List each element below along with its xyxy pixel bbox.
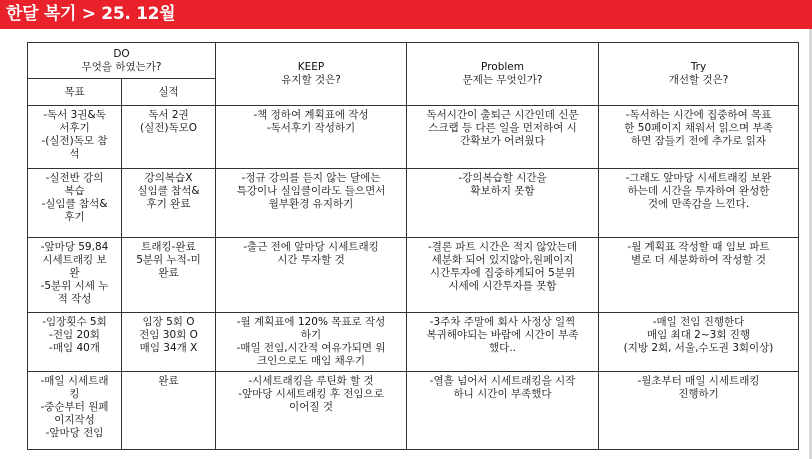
cell-text-line: -출근 전에 앞마당 시세트래킹 (243, 241, 379, 253)
cell-text-line: 하면 잠들기 전에 추가로 읽자 (630, 135, 767, 147)
cell-text-line: 복습 (64, 185, 85, 197)
subheader-goal: 목표 (28, 79, 122, 106)
cell-text-line: 실임클 참석& (137, 185, 200, 197)
column-subtitle: 무엇을 하였는가? (81, 60, 162, 73)
cell-text-line: 매임 34개 X (139, 342, 198, 354)
cell-text-line: -월 계획표에 120% 목표로 작성 (236, 316, 386, 328)
cell-text-line: -매일 전임,시간적 여유가되면 워 (236, 342, 386, 354)
cell-text-line: -강의복습할 시간을 (458, 172, 547, 184)
keep-cell (216, 238, 407, 313)
keep-cell (216, 169, 407, 238)
cell-text-line: 강의복습X (144, 172, 193, 184)
header-row (28, 43, 799, 79)
column-subtitle: 문제는 무엇인가? (462, 74, 543, 86)
cell-text-line: 했다.. (489, 342, 516, 354)
problem-cell (407, 313, 599, 372)
try-cell (599, 313, 799, 372)
cell-text-line: 전임 30회 O (139, 329, 198, 341)
problem-cell (407, 238, 599, 313)
cell-text-line: 킹 (69, 388, 80, 400)
cell-text-line: -매임 40개 (49, 342, 100, 354)
cell-text-line: 스크랩 등 다른 일을 먼저하여 시 (428, 122, 577, 134)
cell-text-line: 특강이나 실임클이라도 들으면서 (236, 185, 386, 197)
result-cell (122, 372, 216, 450)
column-subtitle: 유지할 것은? (281, 74, 341, 86)
cell-text-line: -실임클 참석& (41, 198, 108, 210)
table-row (28, 169, 799, 238)
cell-text-line: 서후기 (59, 122, 90, 134)
column-title: Try (690, 61, 707, 73)
try-cell (599, 238, 799, 313)
cell-text-line: 석 (69, 148, 80, 160)
title-bar (0, 0, 812, 29)
cell-text-line: 이지작성 (54, 414, 95, 426)
cell-text-line: -결론 파트 시간은 적지 않았는데 (428, 241, 578, 253)
cell-text-line: -앞마당 59,84 (40, 241, 109, 253)
page-title: 한달 복기 > 25. 12월 (6, 4, 176, 24)
table-body (28, 106, 799, 450)
cell-text-line: -시세트래킹을 루틴화 할 것 (248, 375, 374, 387)
cell-text-line: 월부환경 유지하기 (268, 198, 354, 210)
goal-cell (28, 106, 122, 169)
cell-text-line: -매일 전임 진행한다 (652, 316, 745, 328)
table-row (28, 106, 799, 169)
goal-cell (28, 372, 122, 450)
cell-text-line: (실전)독모O (139, 122, 198, 134)
keep-cell (216, 372, 407, 450)
column-title: KEEP (297, 61, 325, 73)
cell-text-line: -앞마당 전임 (45, 427, 104, 439)
cell-text-line: 완료 (158, 375, 179, 387)
column-title: Problem (481, 61, 524, 73)
cell-text-line: 하는데 시간을 투자하여 완성한 (627, 185, 770, 197)
subheader-result: 실적 (122, 79, 216, 106)
cell-text-line: 이어질 것 (289, 401, 333, 413)
cell-text-line: 시간투자에 집중하게되어 5분위 (429, 267, 576, 279)
keep-cell (216, 313, 407, 372)
column-title: DO (113, 47, 130, 60)
cell-text-line: -월 계획표 작성할 때 임보 파트 (627, 241, 770, 253)
column-header-do (28, 43, 216, 79)
try-cell (599, 169, 799, 238)
cell-text-line: -월초부터 매일 시세트래킹 (637, 375, 760, 387)
cell-text-line: -책 정하여 계획표에 작성 (253, 109, 369, 121)
table-row (28, 372, 799, 450)
cell-text-line: 트래킹-완료 (141, 241, 196, 253)
cell-text-line: -실전반 강의 (45, 172, 104, 184)
problem-cell (407, 106, 599, 169)
cell-text-line: -중순부터 원페 (40, 401, 109, 413)
cell-text-line: -5분위 시세 누 (40, 280, 109, 292)
table-row (28, 238, 799, 313)
cell-text-line: 독서시간이 출퇴근 시간인데 신문 (426, 109, 579, 121)
cell-text-line: -임장횟수 5회 (42, 316, 107, 328)
cell-text-line: 복귀해야되는 바람에 시간이 부족 (426, 329, 579, 341)
cell-text-line: -3주차 주말에 회사 사정상 일찍 (429, 316, 576, 328)
cell-text-line: 하기 (300, 329, 322, 341)
cell-text-line: -독서하는 시간에 집중하여 목표 (625, 109, 772, 121)
cell-text-line: 5분위 누적-미 (136, 254, 201, 266)
cell-text-line: 별로 더 세분화하여 작성할 것 (630, 254, 767, 266)
goal-cell (28, 169, 122, 238)
problem-cell (407, 372, 599, 450)
cell-text-line: 크인으로도 매임 채우기 (256, 355, 366, 367)
column-header-keep (216, 43, 407, 106)
review-table (27, 42, 799, 450)
table-row (28, 313, 799, 372)
result-cell (122, 106, 216, 169)
cell-text-line: -정규 강의를 듣지 않는 달에는 (241, 172, 381, 184)
cell-text-line: 후기 (64, 211, 85, 223)
cell-text-line: 완료 (158, 267, 179, 279)
goal-cell (28, 313, 122, 372)
keep-cell (216, 106, 407, 169)
cell-text-line: 것에 만족감을 느낀다. (647, 198, 750, 210)
cell-text-line: 한 50페이지 채워서 읽으며 부족 (624, 122, 773, 134)
cell-text-line: -전임 20회 (49, 329, 100, 341)
cell-text-line: -앞마당 시세트래킹 후 전임으로 (238, 388, 384, 400)
goal-cell (28, 238, 122, 313)
cell-text-line: -독서후기 작성하기 (266, 122, 356, 134)
cell-text-line: -(실전)독모 참 (41, 135, 108, 147)
cell-text-line: 적 작성 (57, 293, 92, 305)
cell-text-line: 진행하기 (678, 388, 719, 400)
cell-text-line: 독서 2권 (148, 109, 189, 121)
column-subtitle: 개선할 것은? (668, 74, 729, 86)
cell-text-line: -그래도 앞마당 시세트래킹 보완 (625, 172, 772, 184)
cell-text-line: 세분화 되어 있지않아,원페이지 (431, 254, 574, 266)
cell-text-line: 하니 시간이 부족했다 (453, 388, 552, 400)
try-cell (599, 106, 799, 169)
cell-text-line: 확보하지 못함 (470, 185, 535, 197)
cell-text-line: -매일 시세트래 (40, 375, 109, 387)
cell-text-line: (지방 2회, 서울,수도권 3회이상) (623, 342, 774, 354)
cell-text-line: 완 (69, 267, 80, 279)
cell-text-line: 후기 완료 (146, 198, 191, 210)
cell-text-line: 시간 투자할 것 (277, 254, 345, 266)
result-cell (122, 169, 216, 238)
cell-text-line: 시세에 시간투자를 못함 (448, 280, 557, 292)
column-header-try (599, 43, 799, 106)
column-header-problem (407, 43, 599, 106)
cell-text-line: 간확보가 어려웠다 (460, 135, 545, 147)
result-cell (122, 313, 216, 372)
cell-text-line: 임장 5회 O (142, 316, 195, 328)
cell-text-line: -열흘 넘어서 시세트래킹을 시작 (429, 375, 576, 387)
try-cell (599, 372, 799, 450)
cell-text-line: 시세트래킹 보 (42, 254, 107, 266)
cell-text-line: 매임 최대 2~3회 진행 (646, 329, 751, 341)
cell-text-line: -독서 3권&독 (43, 109, 106, 121)
result-cell (122, 238, 216, 313)
problem-cell (407, 169, 599, 238)
